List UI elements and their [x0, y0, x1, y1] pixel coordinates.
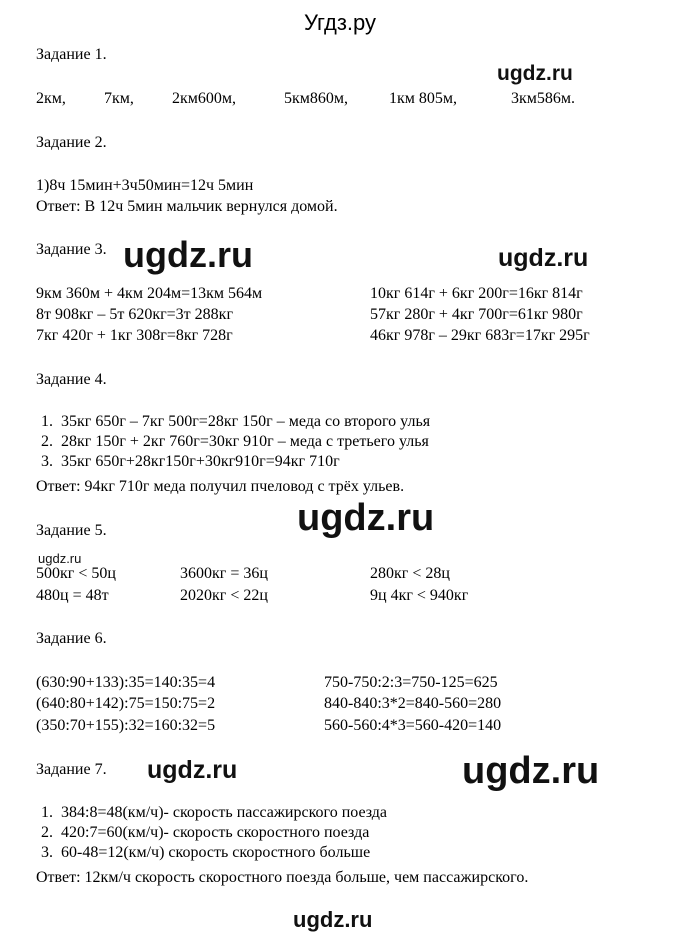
watermark: ugdz.ru — [38, 551, 82, 566]
task7-step: 3. 60-48=12(км/ч) скорость скоростного больше — [57, 843, 387, 863]
task3-left-row: 8т 908кг – 5т 620кг=3т 288кг — [36, 306, 234, 323]
watermark: ugdz.ru — [293, 907, 373, 932]
task3-right-row: 57кг 280г + 4кг 700г=61кг 980г — [370, 306, 583, 323]
task2-answer: Ответ: В 12ч 5мин мальчик вернулся домой. — [36, 198, 338, 215]
task1-item: 1км 805м, — [389, 90, 458, 107]
site-title: Угдз.ру — [303, 10, 377, 35]
task6-right-row: 750-750:2:3=750-125=625 — [324, 674, 498, 691]
task1-title: Задание 1. — [36, 46, 107, 63]
task3-left-row: 9км 360м + 4км 204м=13км 564м — [36, 285, 263, 302]
task6-right-row: 840-840:3*2=840-560=280 — [324, 695, 502, 712]
task7-step: 2. 420:7=60(км/ч)- скорость скоростного поезда — [57, 823, 387, 843]
task3-right-row: 46кг 978г – 29кг 683г=17кг 295г — [370, 327, 590, 344]
task5-cell: 2020кг < 22ц — [180, 587, 268, 604]
task7-title: Задание 7. — [36, 761, 107, 778]
task3-right-row: 10кг 614г + 6кг 200г=16кг 814г — [370, 285, 583, 302]
task4-title: Задание 4. — [36, 371, 107, 388]
task1-item: 5км860м, — [284, 90, 349, 107]
task1-item: 3км586м. — [511, 90, 576, 107]
task2-title: Задание 2. — [36, 134, 107, 151]
task4-step: 1. 35кг 650г – 7кг 500г=28кг 150г – меда со второго улья — [57, 412, 430, 432]
watermark: ugdz.ru — [123, 234, 253, 275]
task2-line: 1)8ч 15мин+3ч50мин=12ч 5мин — [36, 177, 254, 194]
task6-title: Задание 6. — [36, 630, 107, 647]
watermark: ugdz.ru — [498, 244, 589, 272]
task1-item: 2км, — [36, 90, 66, 107]
task4-steps — [0, 412, 430, 472]
task5-cell: 480ц = 48т — [36, 587, 109, 604]
watermark: ugdz.ru — [147, 756, 238, 784]
task5-cell: 280кг < 28ц — [370, 565, 450, 582]
task1-item: 7км, — [104, 90, 134, 107]
task5-cell: 9ц 4кг < 940кг — [370, 587, 469, 604]
task6-right-row: 560-560:4*3=560-420=140 — [324, 717, 502, 734]
task1-item: 2км600м, — [172, 90, 237, 107]
watermark: ugdz.ru — [462, 750, 600, 792]
task5-cell: 3600кг = 36ц — [180, 565, 268, 582]
task4-step: 3. 35кг 650г+28кг150г+30кг910г=94кг 710г — [57, 452, 430, 472]
watermark: ugdz.ru — [297, 497, 435, 539]
task4-step: 2. 28кг 150г + 2кг 760г=30кг 910г – меда с третьего улья — [57, 432, 430, 452]
watermark: ugdz.ru — [497, 62, 573, 85]
task3-title: Задание 3. — [36, 241, 107, 258]
task6-left-row: (640:80+142):75=150:75=2 — [36, 695, 216, 712]
task7-step: 1. 384:8=48(км/ч)- скорость пассажирского поезда — [57, 803, 387, 823]
task6-left-row: (350:70+155):32=160:32=5 — [36, 717, 216, 734]
task7-steps — [0, 803, 387, 863]
task5-title: Задание 5. — [36, 522, 107, 539]
task5-cell: 500кг < 50ц — [36, 565, 116, 582]
task3-left-row: 7кг 420г + 1кг 308г=8кг 728г — [36, 327, 233, 344]
task6-left-row: (630:90+133):35=140:35=4 — [36, 674, 216, 691]
task4-answer: Ответ: 94кг 710г меда получил пчеловод с трёх ульев. — [36, 478, 405, 495]
task7-answer: Ответ: 12км/ч скорость скоростного поезда больше, чем пассажирского. — [36, 869, 529, 886]
